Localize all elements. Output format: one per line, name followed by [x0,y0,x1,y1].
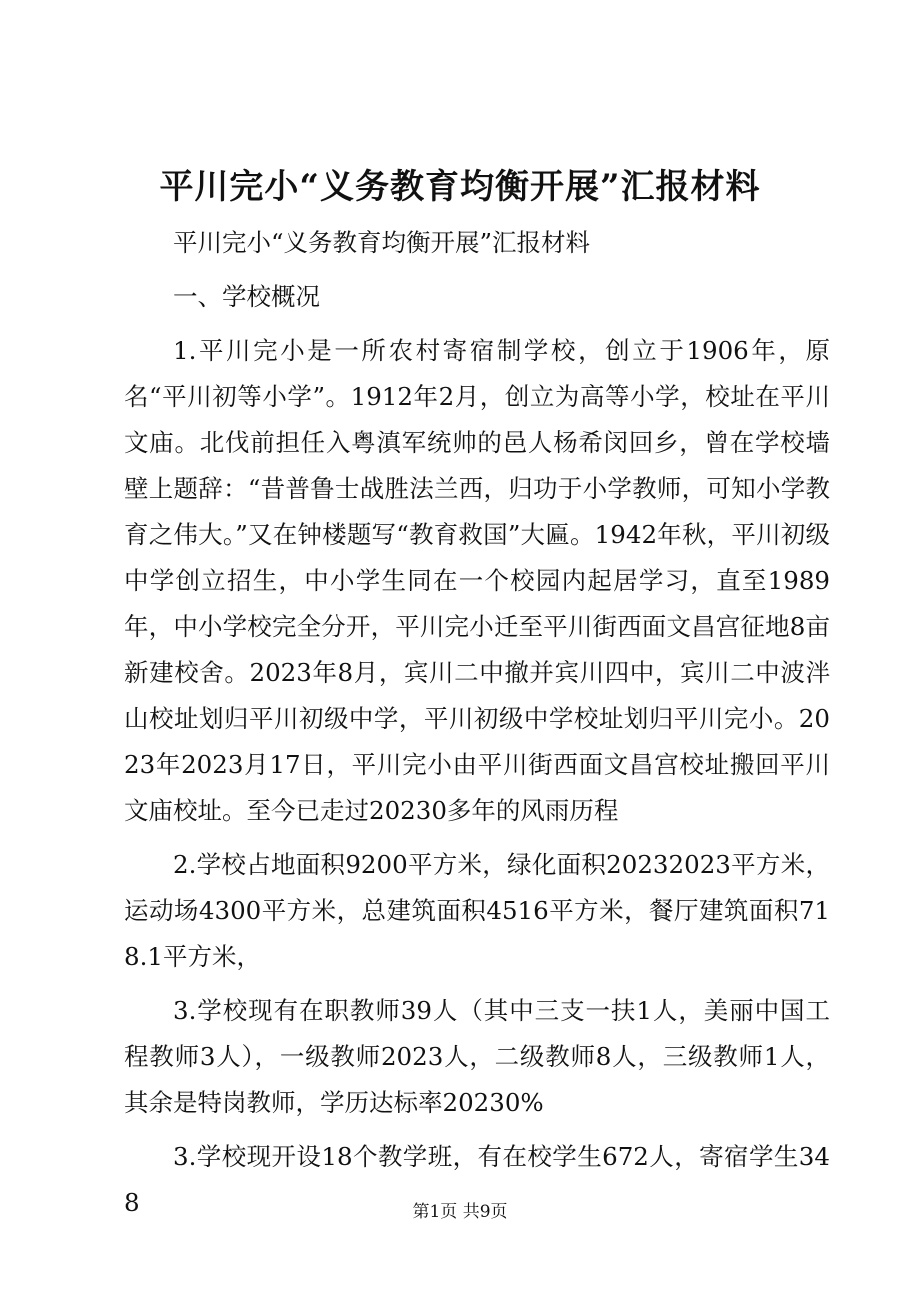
document-title: 平川完小“义务教育均衡开展”汇报材料 [159,167,761,207]
paragraph-subtitle: 平川完小“义务教育均衡开展”汇报材料 [173,228,591,257]
paragraph-teachers: 3.学校现有在职教师39人（其中三支一扶1人，美丽中国工程教师3人），一级教师2023人，二级教师8人，三级教师1人，其余是特岗教师，学历达标率20230% [124,996,830,1117]
paragraph-school-history: 1.平川完小是一所农村寄宿制学校，创立于1906年，原名“平川初等小学”。1912年2月，创立为高等小学，校址在平川文庙。北伐前担任入粤滇军统帅的邑人杨希闵回乡，曾在学校墙壁上题辞：“昔普鲁士战胜法兰西，归功于小学教师，可知小学教育之伟大。”又在钟楼题写“教育救国”大匾。1942年秋，平川初级中学创立招生，中小学生同在一个校园内起居学习，直至1989年，中小学校完全分开，平川完小迁至平川街西面文昌宫征地8亩新建校舍。2023年8月，宾川二中撤并宾川四中，宾川二中波泮山校址划归平川初级中学，平川初级中学校址划归平川完小。2023年2023月17日，平川完小由平川街西面文昌宫校址搬回平川文庙校址。至今已走过20230多年的风雨历程 [124,336,830,825]
paragraph-section-heading: 一、学校概况 [173,282,320,311]
document-body [124,220,830,1226]
page-number-footer: 第1页 共9页 [412,1202,508,1222]
paragraph-school-area: 2.学校占地面积9200平方米，绿化面积20232023平方米，运动场4300平方米，总建筑面积4516平方米，餐厅建筑面积718.1平方米， [124,850,830,971]
paragraph-classes: 3.学校现开设18个教学班，有在校学生672人，寄宿学生348 [124,1142,830,1217]
